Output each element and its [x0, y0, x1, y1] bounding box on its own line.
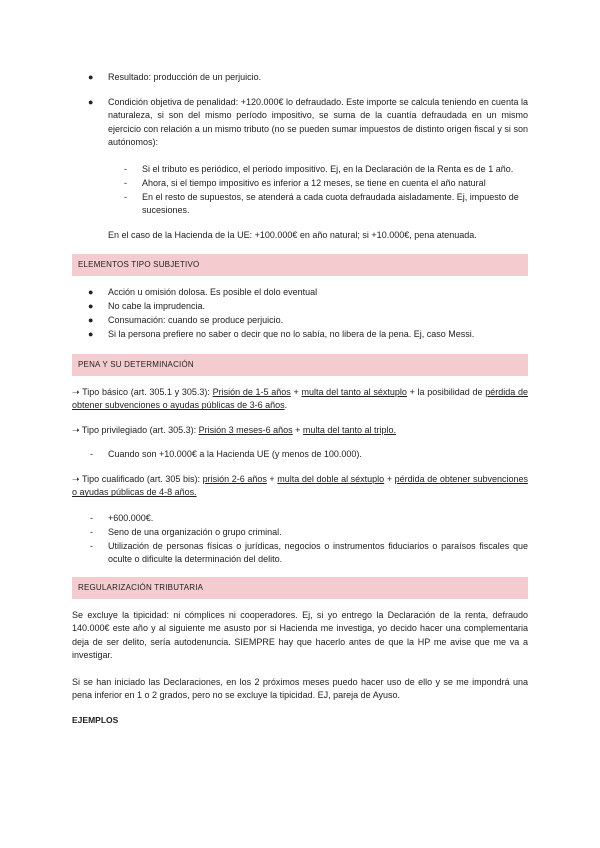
bullet-item	[88, 96, 528, 150]
bullet-icon: ●	[88, 329, 94, 339]
regularizacion-paragraph-1: Se excluye la tipicidad: ni cómplices ni cooperadores. Ej, si yo entrego la Declaración de la renta, defraudo 140.000€ este año y al siguiente me asusto por si Hacienda me investiga, yo decido hacer una complementaria deja de ser delito, sería autodenuncia. SIEMPRE hay que hacerlo antes de que la HP me avise que me va a investigar.	[72, 610, 528, 661]
dash-item	[90, 526, 528, 539]
tipo-privilegiado-prision: Prisión 3 meses-6 años	[198, 425, 293, 435]
bullet-text: Resultado: producción de un perjuicio.	[108, 72, 262, 82]
bullet-icon: ●	[88, 301, 94, 311]
dash-text: Si el tributo es periódico, el periodo impositivo. Ej, en la Declaración de la Renta es de 1 año.	[142, 164, 514, 174]
dash-text: Cuando son +10.000€ a la Hacienda UE (y menos de 100.000).	[108, 449, 362, 459]
tipo-basico-lead: ➝ Tipo básico (art. 305.1 y 305.3):	[72, 387, 213, 397]
bullet-text: Consumación: cuando se produce perjuicio.	[108, 315, 284, 325]
bullet-item	[88, 286, 528, 299]
bullet-item	[88, 328, 528, 341]
ue-note: En el caso de la Hacienda de la UE: +100.000€ en año natural; si +10.000€, pena atenuada.	[108, 230, 477, 240]
dash-icon: -	[124, 178, 127, 188]
tipo-privilegiado-lead: ➝ Tipo privilegiado (art. 305.3):	[72, 425, 199, 435]
dash-icon: -	[124, 164, 127, 174]
plus-sign: +	[384, 474, 395, 484]
dash-icon: -	[124, 192, 127, 202]
tipo-basico	[72, 386, 528, 413]
bullet-text: Si la persona prefiere no saber o decir que no lo sabía, no libera de la pena. Ej, caso Messi.	[108, 329, 475, 339]
period: .	[284, 400, 288, 411]
tipo-cualificado-perdida: pérdida de obtener subvenciones o ayudas públicas de 4-8 años.	[72, 474, 528, 498]
bullet-icon: ●	[88, 97, 94, 107]
dash-item	[90, 512, 528, 525]
dash-item	[90, 540, 528, 567]
dash-icon: -	[90, 541, 93, 551]
regularizacion-paragraph-2: Si se han iniciado las Declaraciones, en los 2 próximos meses puedo hacer uso de ello y se me impondrá una pena inferior en 1 o 2 grados, pero no se excluye la tipicidad. EJ, pareja de Ayuso.	[72, 677, 528, 701]
section-header-regularizacion: REGULARIZACIÓN TRIBUTARIA	[72, 577, 528, 599]
dash-item	[124, 191, 528, 218]
bullet-item	[88, 300, 528, 313]
tipo-cualificado	[72, 473, 528, 500]
dash-item	[124, 163, 528, 176]
tipo-privilegiado-multa: multa del tanto al triplo.	[302, 425, 396, 435]
tipo-basico-prision: Prisión de 1-5 años	[212, 387, 291, 397]
dash-item	[90, 448, 528, 461]
tipo-cualificado-multa: multa del doble al séxtuplo	[277, 474, 385, 484]
plus-sign: +	[292, 425, 303, 435]
bullet-text: Acción u omisión dolosa. Es posible el dolo eventual	[108, 287, 318, 297]
dash-text: +600.000€.	[108, 513, 154, 523]
dash-text: En el resto de supuestos, se atenderá a cada cuota defraudada aisladamente. Ej, impuesto de sucesiones.	[142, 192, 519, 216]
bullet-text: No cabe la imprudencia.	[108, 301, 206, 311]
tipo-basico-perdida: pérdida de obtener subvenciones o ayudas públicas de 3-6 años	[72, 387, 528, 411]
bullet-icon: ●	[88, 287, 94, 297]
section-header-pena: PENA Y SU DETERMINACIÓN	[72, 354, 528, 376]
bullet-icon: ●	[88, 72, 94, 82]
bullet-item	[88, 314, 528, 327]
bullet-text: Condición objetiva de penalidad: +120.000€ lo defraudado. Este importe se calcula teniendo en cuenta la naturaleza, si son del mismo período impositivo, se suma de la cuantía defraudada en un mismo ejercicio con relación a un mismo tributo (no se pueden sumar impuestos de distinto origen fiscal y si son autónomos):	[108, 97, 528, 148]
dash-item	[124, 177, 528, 190]
ejemplos-heading: EJEMPLOS	[72, 715, 119, 725]
tipo-basico-multa: multa del tanto al séxtuplo	[301, 387, 407, 397]
dash-icon: -	[90, 449, 93, 459]
bullet-item	[88, 71, 528, 84]
plus-sign: +	[290, 387, 302, 397]
tipo-privilegiado	[72, 424, 528, 437]
plus-sign: +	[266, 474, 278, 484]
dash-icon: -	[90, 513, 93, 523]
dash-text: Ahora, si el tiempo impositivo es inferior a 12 meses, se tiene en cuenta el año natural	[142, 178, 486, 188]
dash-text: Seno de una organización o grupo criminal.	[108, 527, 282, 537]
section-header-subjetivo: ELEMENTOS TIPO SUBJETIVO	[72, 254, 528, 276]
dash-icon: -	[90, 527, 93, 537]
tipo-basico-mid: + la posibilidad de	[406, 387, 486, 397]
dash-text: Utilización de personas físicas o jurídicas, negocios o instrumentos fiduciarios o paraísos fiscales que oculte o dificulte la determinación del delito.	[108, 541, 528, 565]
tipo-cualificado-prision: prisión 2-6 años	[202, 474, 267, 484]
tipo-cualificado-lead: ➝ Tipo cualificado (art. 305 bis):	[72, 474, 203, 484]
bullet-icon: ●	[88, 315, 94, 325]
